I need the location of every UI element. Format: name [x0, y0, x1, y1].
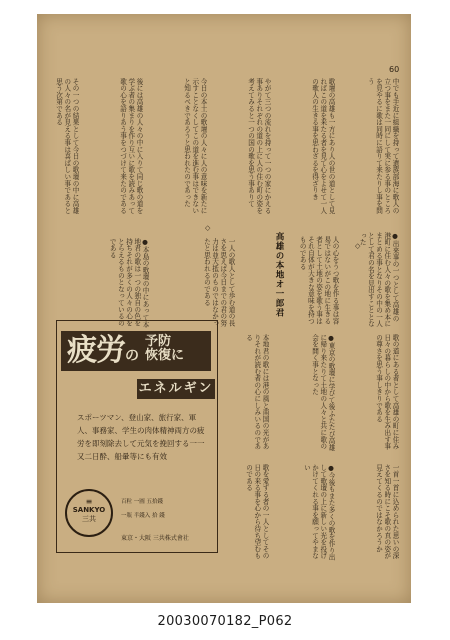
section-divider-icon: ◇	[355, 242, 361, 250]
logo-kanji: 三共	[82, 515, 96, 523]
article-column: ●本島の歌壇の中にあって本地君の歌は一つの独自の色を持ちそれが多くの人々の心をとらえるものとなっているのである	[108, 238, 149, 328]
article-column: 後には高雄の人々の中に入りて同じ歌の道を学ぶ者の集まりを作り互いに歌を読みあって歌の心を語りあう事をつづけて来たのである	[118, 78, 143, 214]
article-heading: 高雄の本地オ一郎君	[274, 232, 284, 318]
ad-product-name: エネルギン	[137, 379, 215, 399]
article-column: その一つの結果として今日の歌壇の中に高雄の人々の名が見える事は喜ばしい事であると思う次第である	[54, 78, 79, 214]
ad-subheadline: 予防 恢復に	[145, 334, 185, 363]
sankyo-mark-icon: ≡	[85, 497, 93, 506]
sankyo-logo	[65, 489, 113, 537]
article-column: 一首一首に込められた思いの深さを知る時にこそ歌の真の姿が見えてくるのではなかろうか	[374, 464, 399, 560]
article-column: 歌の道にある者として高雄の町に住み日々の暮らしの中から歌を生み出す事の尊さを思う事しきりである	[374, 334, 399, 450]
ad-headline-banner	[61, 331, 211, 371]
image-caption: 20030070182_P062	[157, 614, 293, 629]
article-column: ●東京の歌壇に学びて後ふたたび高雄に帰り来たりて土地の人々と共に歌の会を開く事となった	[310, 334, 335, 451]
article-column: ●今後もまた多くの歌を作り出して歌壇の上に新しい光を投げかけてくれる事を願ってやまない	[302, 464, 335, 561]
ad-price: 一瓶 半錢入 拾 錢	[121, 513, 165, 519]
article-column: 人の心をうつ歌を作る事は容易ではないがこの地に生きる者として土地の姿を歌う事はそれ自体が大きな意味を持つものである	[298, 236, 339, 325]
article-column: 本地君の歌には港の風と南国の光がありそれが読む者の心にしみいるのである	[244, 334, 269, 450]
ad-headline-particle: の	[125, 348, 138, 364]
page-number: 60	[389, 65, 400, 74]
article-column: やがて三つの流れを持って一つの家にかえる事ありそれぞれの道の上に人の住む町の姿を考えてみると一つの国の歌を思う事ありて	[246, 78, 271, 214]
ad-headline	[67, 333, 138, 374]
section-divider-icon: ◇	[205, 224, 211, 232]
ad-headline-main: 疲労	[67, 333, 125, 368]
ad-price: 百粒 一圓 五拾錢	[121, 499, 163, 505]
article-column: 歌壇の高雄も一方にあり人の世の道として見ればこの道を来たる者を見て心をよせて一人の歌人の生きる事を思わざるを得ざりき	[310, 78, 335, 214]
ad-body-text: スポーツマン、登山家、旅行家、軍人、事務家、学生の肉体精神両方の疲労を即刻除去して元気を挽回する一一又二日酔、船暈等にも有效	[77, 413, 205, 461]
magazine-page	[37, 14, 411, 603]
article-column: ●出来事の一つとして高雄の港町に住む人々の歌を集め本にまとめる事となりその中の一人として君の名を見出すこととなった	[358, 232, 399, 328]
article-column: 今日の本土の歌壇の人々に人の意味を新たに示すことなくしてこの道を進む事はできないと知るべきであろうと思われたのであった	[182, 78, 207, 214]
ad-manufacturer: 東京・大阪 三共株式會社	[121, 535, 189, 542]
article-column: 歌を愛する者の一人としてその日の来る事を心から待ち望むものである	[244, 464, 269, 560]
logo-name: SANKYO	[72, 506, 106, 514]
article-column: 一人の歌人として歩む道の長さを思えば今日までの君の努力は並大抵のものではなかったと思われるのである	[202, 238, 235, 327]
advertisement	[56, 320, 218, 553]
article-column: 中でも手近に組織を持って遺族部海に歌人の立つ事をまた一同にして実に参る事のところを見やるに歌は同時に語りて来たりし事を問う	[366, 78, 399, 214]
